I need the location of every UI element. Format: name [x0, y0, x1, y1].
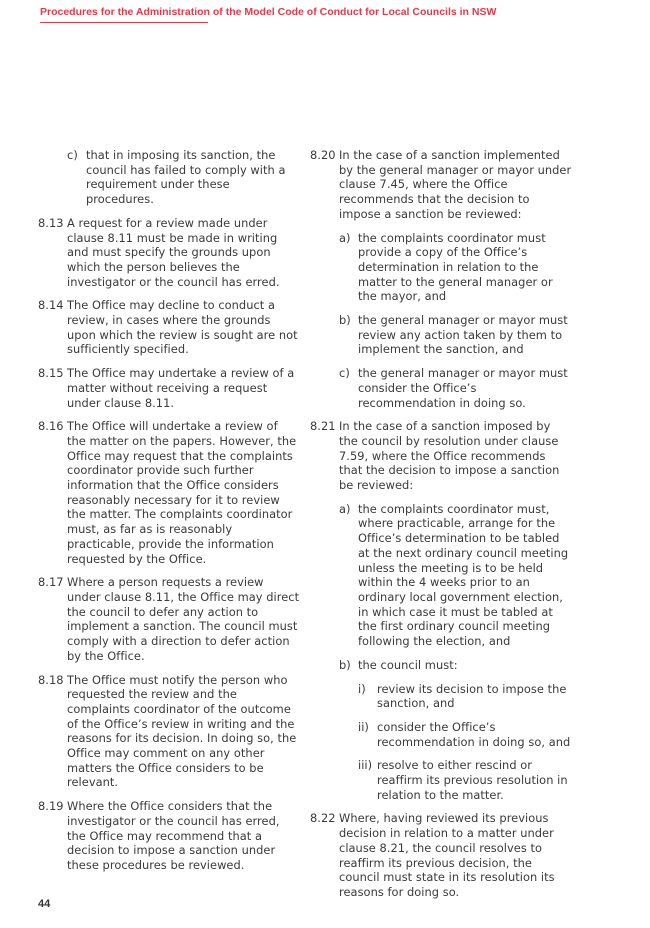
item-text: that in imposing its sanction, the council has failed to comply with a requirement under these procedures.	[86, 148, 286, 207]
item-label: b)	[339, 313, 351, 328]
item-label: a)	[339, 230, 351, 245]
item-text: the general manager or mayor must review any action taken by them to implement the sanction, and	[358, 313, 568, 357]
clause-8-21-item-b-i	[358, 682, 572, 711]
clause-text: A request for a review made under clause 8.11 must be made in writing and must specify the grounds upon which the person believes the investigator or the council has erred.	[67, 215, 280, 289]
header-rule	[40, 22, 208, 23]
clause-text: In the case of a sanction implemented by the general manager or mayor under clause 7.45, where the Office recommends that the decision to impose a sanction be reviewed:	[339, 148, 572, 221]
item-text: the council must:	[358, 657, 458, 672]
clause-number: 8.13	[38, 215, 64, 230]
clause-8-20-item-a	[339, 231, 572, 305]
clause-number: 8.18	[38, 672, 64, 687]
item-label: b)	[339, 657, 351, 672]
clause-8-19	[38, 799, 300, 873]
clause-8-21-item-a	[339, 502, 572, 649]
clause-text: Where, having reviewed its previous decision in relation to a matter under clause 8.21, the council resolves to reaffirm its previous decision, the council must state in its resolution its reasons for doing so.	[339, 811, 555, 899]
subitem-text: resolve to either rescind or reaffirm its previous resolution in relation to the matter.	[377, 758, 568, 802]
clause-number: 8.22	[310, 811, 336, 826]
clause-text: The Office will undertake a review of the matter on the papers. However, the Office may request that the complaints coordinator provide such further information that the Office considers reasonably necessary for it to review the matter. The complaints coordinator must, as far as is reasonably practicable, provide the information requested by the Office.	[67, 419, 297, 566]
clause-8-17	[38, 575, 300, 663]
subitem-label: i)	[358, 681, 366, 696]
item-label: c)	[67, 148, 78, 162]
clause-8-15	[38, 366, 300, 410]
clause-text: The Office must notify the person who requested the review and the complaints coordinator of the outcome of the Office’s review in writing and the reasons for its decision. In doing so, the Office may comment on any other matters the Office considers to be relevant.	[67, 672, 297, 790]
subitem-label: ii)	[358, 719, 369, 734]
clause-number: 8.21	[310, 419, 336, 434]
clause-text: The Office may decline to conduct a review, in cases where the grounds upon which the review is sought are not sufficiently specified.	[67, 298, 298, 357]
clause-text: The Office may undertake a review of a matter without receiving a request under clause 8.11.	[67, 366, 295, 410]
item-text: the complaints coordinator must, where practicable, arrange for the Office’s determination to be tabled at the next ordinary council meeting unless the meeting is to be held within the 4 weeks prior to an ordinary local government election, in which case it must be tabled at the first ordinary council meeting following the election, and	[358, 501, 569, 649]
clause-number: 8.17	[38, 575, 64, 590]
subitem-text: consider the Office’s recommendation in doing so, and	[377, 719, 571, 749]
clause-8-16	[38, 419, 300, 566]
clause-8-22	[310, 811, 572, 899]
clause-8-21	[310, 419, 572, 802]
right-column	[310, 148, 572, 909]
clause-8-21-item-b-ii	[358, 720, 572, 749]
clause-text: Where a person requests a review under clause 8.11, the Office may direct the council to defer any action to implement a sanction. The council must comply with a direction to defer action by the Office.	[67, 575, 300, 663]
clause-number: 8.19	[38, 799, 64, 814]
clause-number: 8.20	[310, 148, 336, 162]
clause-8-21-item-b-iii	[358, 758, 572, 802]
item-label: c)	[339, 366, 350, 381]
continued-item-c	[67, 148, 300, 207]
clause-8-18	[38, 673, 300, 791]
document-header: Procedures for the Administration of the Model Code of Conduct for Local Councils in NSW	[40, 6, 497, 18]
page-number: 44	[38, 898, 51, 910]
item-label: a)	[339, 501, 351, 516]
clause-8-14	[38, 298, 300, 357]
item-text: the complaints coordinator must provide a copy of the Office’s determination in relation to the matter to the general manager or the mayor, and	[358, 230, 553, 304]
clause-8-20	[310, 148, 572, 410]
item-text: the general manager or mayor must consider the Office’s recommendation in doing so.	[358, 366, 568, 410]
subitem-text: review its decision to impose the sanction, and	[377, 681, 567, 711]
clause-8-13	[38, 216, 300, 290]
clause-text: Where the Office considers that the investigator or the council has erred, the Office may recommend that a decision to impose a sanction under these procedures be reviewed.	[67, 799, 280, 872]
left-column	[38, 148, 300, 882]
clause-8-20-item-c	[339, 366, 572, 410]
clause-number: 8.16	[38, 419, 64, 434]
clause-number: 8.15	[38, 366, 64, 381]
clause-number: 8.14	[38, 298, 64, 313]
clause-text: In the case of a sanction imposed by the council by resolution under clause 7.59, where the Office recommends that the decision to impose a sanction be reviewed:	[339, 419, 560, 493]
clause-8-20-item-b	[339, 313, 572, 357]
subitem-label: iii)	[358, 758, 373, 773]
clause-8-21-item-b	[339, 658, 572, 803]
